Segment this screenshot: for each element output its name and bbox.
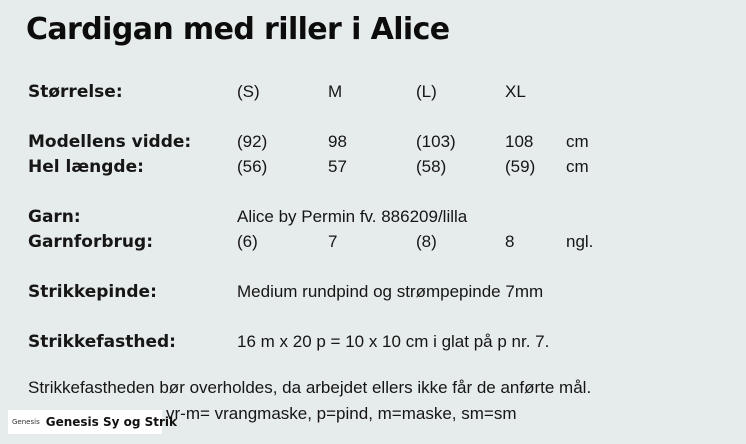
size-value-xl: XL <box>505 82 526 101</box>
width-label: Modellens vidde: <box>28 132 192 152</box>
width-unit: cm <box>566 132 589 151</box>
gauge-label: Strikkefasthed: <box>28 332 176 352</box>
length-value-s: (56) <box>237 157 268 176</box>
gauge-note: Strikkefastheden bør overholdes, da arbejdet ellers ikke får de anførte mål. <box>28 378 592 397</box>
yarn-value: Alice by Permin fv. 886209/lilla <box>237 207 468 226</box>
size-value-m: M <box>328 82 343 101</box>
yarn-usage-value-xl: 8 <box>505 232 515 251</box>
size-value-l: (L) <box>416 82 437 101</box>
width-value-m: 98 <box>328 132 347 151</box>
length-value-l: (58) <box>416 157 447 176</box>
gauge-value: 16 m x 20 p = 10 x 10 cm i glat på p nr. 7. <box>237 332 550 351</box>
yarn-usage-label: Garnforbrug: <box>28 232 153 252</box>
yarn-usage-value-m: 7 <box>328 232 338 251</box>
needles-value: Medium rundpind og strømpepinde 7mm <box>237 282 544 301</box>
abbreviations-text: vr-m= vrangmaske, p=pind, m=maske, sm=sm <box>166 404 517 423</box>
length-value-xl: (59) <box>505 157 536 176</box>
size-label: Størrelse: <box>28 82 123 102</box>
page-title: Cardigan med riller i Alice <box>26 12 450 47</box>
watermark-badge <box>8 410 178 434</box>
length-unit: cm <box>566 157 589 176</box>
width-value-s: (92) <box>237 132 268 151</box>
length-label: Hel længde: <box>28 157 144 177</box>
yarn-usage-unit: ngl. <box>566 232 594 251</box>
genesis-logo-icon: Genesis <box>12 418 40 426</box>
watermark-text: Genesis Sy og Strik <box>45 415 178 429</box>
yarn-usage-value-s: (6) <box>237 232 258 251</box>
yarn-usage-value-l: (8) <box>416 232 437 251</box>
width-value-l: (103) <box>416 132 456 151</box>
yarn-label: Garn: <box>28 207 81 227</box>
width-value-xl: 108 <box>505 132 534 151</box>
size-value-s: (S) <box>237 82 260 101</box>
length-value-m: 57 <box>328 157 347 176</box>
needles-label: Strikkepinde: <box>28 282 157 302</box>
